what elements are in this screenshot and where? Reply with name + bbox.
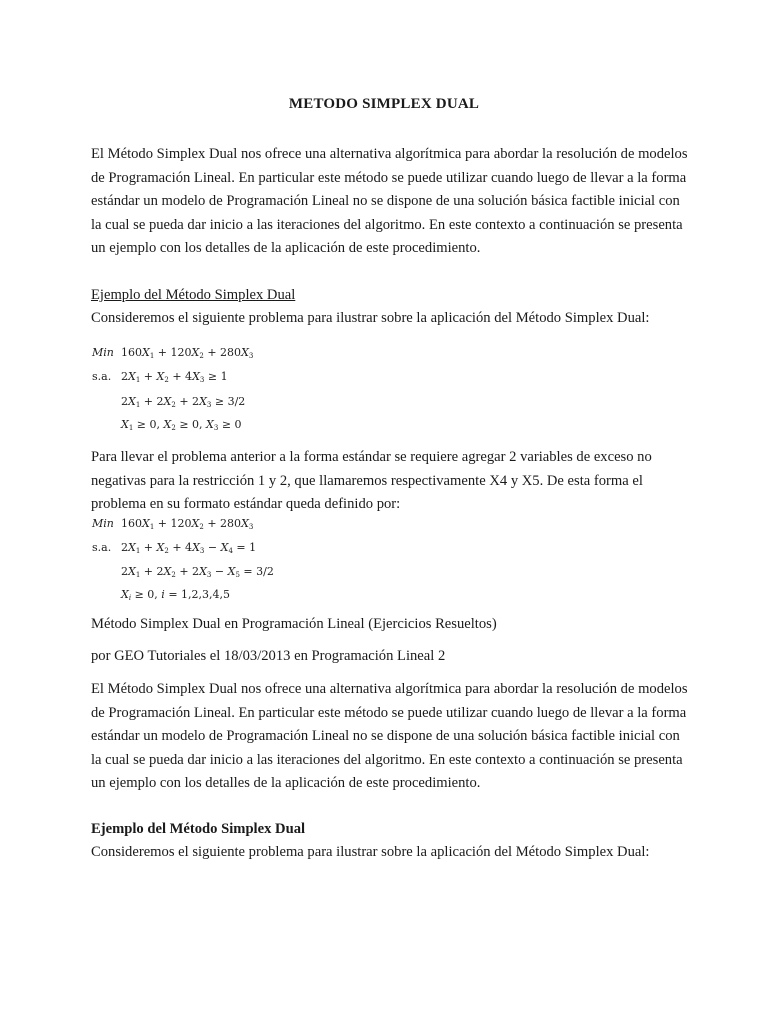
nonnegativity-constraint: $X_i \ge 0$, i = 1,2,3,4,5 [121, 588, 231, 602]
min-label: Min [92, 346, 114, 359]
standard-form-paragraph: Para llevar el problema anterior a la forma estándar se requiere agregar 2 variables de exceso no negativas para la restricción 1 y 2, que llamaremos respectivamente X4 y X5. De esta forma el problema en su formato estándar queda definido por: [91, 449, 652, 513]
subject-to-label: s.a. [92, 370, 112, 383]
example-heading-bold: Ejemplo del Método Simplex Dual [91, 821, 306, 837]
lp-model-standard-form [92, 516, 492, 606]
min-label: Min [92, 517, 114, 530]
lp-model-original [92, 345, 492, 435]
source-article-title: Método Simplex Dual en Programación Lineal (Ejercicios Resueltos) [91, 616, 497, 632]
source-article-meta: por GEO Tutoriales el 18/03/2013 en Programación Lineal 2 [91, 648, 446, 664]
constraint-1: $2X_1 + X_2 + 4X_3 \ge 1$ [121, 370, 228, 384]
constraint-2: $2X_1 + 2X_2 + 2X_3 \ge 3/2$ [121, 395, 246, 409]
constraint-2: $2X_1 + 2X_2 + 2X_3 - X_5 = 3/2$ [121, 565, 274, 579]
page-title: METODO SIMPLEX DUAL [288, 96, 480, 112]
objective-function: $160X_1 + 120X_2 + 280X_3$ [121, 346, 254, 360]
subject-to-label: s.a. [92, 541, 112, 554]
example-heading-underlined: Ejemplo del Método Simplex Dual [91, 287, 296, 303]
repeated-intro-paragraph: El Método Simplex Dual nos ofrece una alternativa algorítmica para abordar la resolución de modelos de Programación Lineal. En particular este método se puede utilizar cuando luego de llevar a la forma estándar un modelo de Programación Lineal no se dispone de una solución básica factible inicial con la cual se pueda dar inicio a las iteraciones del algoritmo. En este contexto a continuación se presenta un ejemplo con los detalles de la aplicación de este procedimiento. [91, 681, 688, 792]
intro-paragraph: El Método Simplex Dual nos ofrece una alternativa algorítmica para abordar la resolución de modelos de Programación Lineal. En particular este método se puede utilizar cuando luego de llevar a la forma estándar un modelo de Programación Lineal no se dispone de una solución básica factible inicial con la cual se pueda dar inicio a las iteraciones del algoritmo. En este contexto a continuación se presenta un ejemplo con los detalles de la aplicación de este procedimiento. [91, 146, 688, 257]
nonnegativity-constraint: $X_1 \ge 0$, $X_2 \ge 0$, $X_3 \ge 0$ [121, 418, 242, 432]
consider-problem-text: Consideremos el siguiente problema para ilustrar sobre la aplicación del Método Simplex Dual: [91, 310, 650, 326]
consider-problem-text-2: Consideremos el siguiente problema para ilustrar sobre la aplicación del Método Simplex Dual: [91, 844, 650, 860]
objective-function: $160X_1 + 120X_2 + 280X_3$ [121, 517, 254, 531]
constraint-1: $2X_1 + X_2 + 4X_3 - X_4 = 1$ [121, 541, 257, 555]
